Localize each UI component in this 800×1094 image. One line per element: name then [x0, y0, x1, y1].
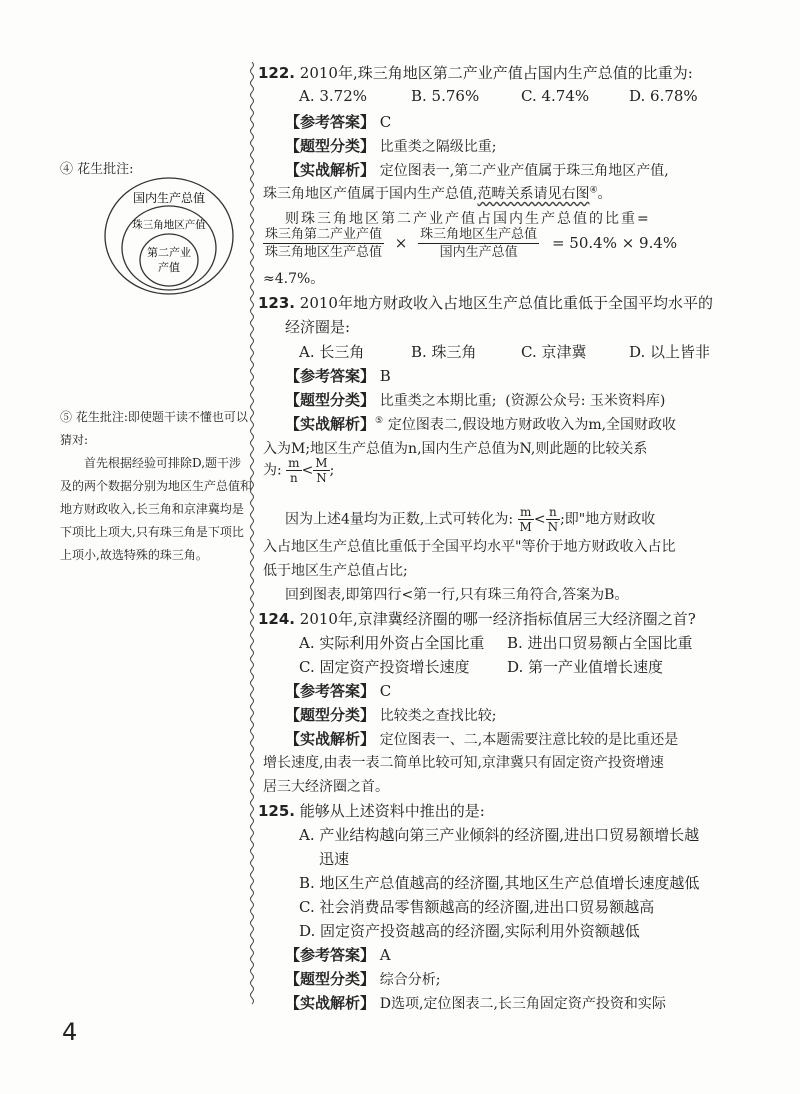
frac-N: N [547, 520, 559, 534]
q122-analysis-1 [285, 159, 669, 180]
q122-fraction-1 [263, 226, 384, 261]
q122-type [285, 135, 497, 156]
note-4-title: ④ 花生批注: [60, 162, 134, 177]
q124-stem [258, 608, 696, 629]
q124-analysis-1 [285, 728, 678, 749]
q124-type-value: 比较类之查找比较; [379, 708, 497, 724]
q122-option-d: D. 6.78% [629, 87, 698, 105]
q125-analysis-1 [285, 992, 666, 1013]
answer-label: 【参考答案】 [285, 367, 376, 385]
q122-fraction-2 [418, 226, 539, 261]
note-5 [60, 406, 252, 567]
q122-fraction-1-den: 珠三角地区生产总值 [265, 245, 383, 260]
q123-frac-m-M [518, 505, 534, 534]
q122-number: 122. [258, 64, 296, 82]
venn-outer-label: 国内生产总值 [132, 191, 206, 205]
less-than: < [301, 462, 314, 479]
q123-type [285, 389, 665, 410]
q122-analysis-text-2b: 范畴关系请见右图 [477, 186, 590, 202]
answer-label: 【参考答案】 [285, 946, 376, 964]
q123-analysis-text-1: 定位图表二,假设地方财政收入为m,全国财政收 [387, 417, 677, 433]
q125-number: 125. [258, 802, 296, 820]
q123-analysis-5: 入占地区生产总值比重低于全国平均水平"等价于地方财政收入占比 [263, 539, 676, 555]
page-number: 4 [62, 1018, 78, 1046]
note-5-body: 首先根据经验可排除D,题干涉及的两个数据分别为地区生产总值和地方财政收入,长三角和京津冀均是下项比上项大,只有珠三角是下项比上项小,故选特殊的珠三角。 [60, 456, 253, 562]
q124-analysis-text-1: 定位图表一、二,本题需要注意比较的是比重还是 [379, 732, 679, 748]
analysis-label: 【实战解析】 [285, 994, 376, 1012]
q125-option-a-1: A. 产业结构越向第三产业倾斜的经济圈,进出口贸易额增长越 [299, 826, 700, 844]
q123-option-c: C. 京津冀 [521, 343, 587, 361]
frac-m: m [518, 505, 534, 520]
q125-stem [258, 800, 485, 821]
semicolon: ; [329, 462, 335, 479]
q123-option-b: B. 珠三角 [411, 343, 477, 361]
q123-option-d: D. 以上皆非 [629, 343, 711, 361]
q122-fraction-2-num: 珠三角地区生产总值 [420, 227, 538, 242]
q122-fraction-2-den: 国内生产总值 [439, 245, 518, 260]
venn-middle-label: 珠三角地区产值 [132, 219, 206, 231]
venn-inner-circle [140, 234, 198, 286]
q123-analysis-6: 低于地区生产总值占比; [263, 563, 408, 579]
q123-analysis-text-3: 为: [263, 462, 282, 479]
frac-n: n [290, 471, 298, 485]
q125-option-c: C. 社会消费品零售额越高的经济圈,进出口贸易额越高 [299, 898, 655, 916]
q123-number: 123. [258, 294, 296, 312]
frac-M: M [519, 520, 532, 534]
q123-analysis-text-4b: ;即"地方财政收 [560, 511, 656, 528]
q125-option-b: B. 地区生产总值越高的经济圈,其地区生产总值增长速度越低 [299, 874, 700, 892]
q122-analysis-5: ≈4.7%。 [263, 271, 325, 287]
analysis-label: 【实战解析】 [285, 161, 376, 179]
q125-type-value: 综合分析; [379, 972, 441, 988]
q124-option-a: A. 实际利用外资占全国比重 [299, 634, 485, 652]
q123-analysis-2: 入为M;地区生产总值为n,国内生产总值为N,则此题的比较关系 [263, 441, 648, 457]
answer-label: 【参考答案】 [285, 113, 376, 131]
q122-stem [258, 62, 693, 83]
q122-analysis-2 [263, 183, 612, 203]
note-5-title: ⑤ 花生批注:即使题干读不懂也可以猜对: [60, 410, 248, 447]
q125-answer-value: A [379, 946, 391, 964]
q122-type-value: 比重类之隔级比重; [379, 139, 497, 155]
q125-option-d: D. 固定资产投资越高的经济圈,实际利用外资额越低 [299, 922, 640, 940]
frac-N: N [316, 471, 327, 485]
q123-stem-2: 经济圈是: [285, 318, 351, 336]
q124-option-c: C. 固定资产投资增长速度 [299, 658, 470, 676]
q124-option-d: D. 第一产业值增长速度 [507, 658, 664, 676]
q122-formula [263, 226, 677, 261]
q124-analysis-2: 增长速度,由表一表二简单比较可知,京津冀只有固定资产投资增速 [263, 755, 664, 771]
q125-analysis-text-1: D选项,定位图表二,长三角固定资产投资和实际 [379, 996, 666, 1012]
q125-stem-text: 能够从上述资料中推出的是: [299, 802, 485, 820]
q122-times: × [394, 233, 408, 252]
frac-n: n [546, 505, 561, 520]
q122-footnote-ref: ④ [589, 185, 598, 196]
q125-option-a-2: 迅速 [319, 850, 350, 868]
q123-frac-m-n [286, 456, 301, 485]
q124-type [285, 704, 497, 725]
frac-M: M [315, 456, 328, 470]
type-label: 【题型分类】 [285, 970, 376, 988]
analysis-label: 【实战解析】 [285, 415, 376, 433]
q123-type-value: 比重类之本期比重; [379, 393, 497, 409]
less-than: < [533, 511, 546, 528]
q125-answer [285, 944, 391, 965]
q123-analysis-1 [285, 413, 676, 434]
q123-analysis-3 [263, 456, 334, 485]
q122-answer [285, 111, 391, 132]
q124-analysis-3: 居三大经济圈之首。 [263, 779, 389, 795]
q122-analysis-text-2c: 。 [597, 186, 612, 202]
q124-answer [285, 680, 391, 701]
q123-answer [285, 365, 391, 386]
q122-option-b: B. 5.76% [411, 87, 480, 105]
q124-option-b: B. 进出口贸易额占全国比重 [507, 634, 693, 652]
q122-option-a: A. 3.72% [299, 87, 368, 105]
q123-frac-n-N [546, 505, 561, 534]
q125-type [285, 968, 441, 989]
venn-inner-label-1: 第二产业 [147, 246, 191, 259]
q123-frac-M-N [313, 456, 329, 485]
q123-analysis-4 [285, 505, 655, 534]
q123-answer-value: B [379, 367, 391, 385]
type-label: 【题型分类】 [285, 137, 376, 155]
q123-stem-1 [258, 292, 713, 313]
q122-fraction-1-num: 珠三角第二产业产值 [265, 227, 383, 242]
q124-answer-value: C [379, 682, 392, 700]
q123-footnote-ref: ⑤ [375, 416, 384, 426]
q123-watermark: (资源公众号: 玉米资料库) [505, 393, 666, 409]
type-label: 【题型分类】 [285, 391, 376, 409]
q122-stem-text: 2010年,珠三角地区第二产业产值占国内生产总值的比重为: [299, 64, 693, 82]
q123-stem-text-1: 2010年地方财政收入占地区生产总值比重低于全国平均水平的 [299, 294, 713, 312]
q122-analysis-3: 则珠三角地区第二产业产值占国内生产总值的比重= [285, 211, 651, 227]
venn-inner-label-2: 产值 [158, 261, 180, 274]
q122-analysis-text-2a: 珠三角地区产值属于国内生产总值, [263, 186, 478, 202]
q123-analysis-7: 回到图表,即第四行<第一行,只有珠三角符合,答案为B。 [285, 587, 629, 603]
q123-option-a: A. 长三角 [299, 343, 365, 361]
venn-diagram [103, 176, 235, 296]
q122-calc: = 50.4% × 9.4% [551, 233, 678, 252]
q124-stem-text: 2010年,京津冀经济圈的哪一经济指标值居三大经济圈之首? [299, 610, 696, 628]
answer-label: 【参考答案】 [285, 682, 376, 700]
wavy-divider [247, 62, 257, 1012]
q124-number: 124. [258, 610, 296, 628]
q123-analysis-text-4a: 因为上述4量均为正数,上式可转化为: [285, 511, 514, 528]
q122-answer-value: C [379, 113, 392, 131]
frac-m: m [288, 456, 300, 470]
type-label: 【题型分类】 [285, 706, 376, 724]
q122-analysis-text-1: 定位图表一,第二产业产值属于珠三角地区产值, [379, 163, 669, 179]
q122-option-c: C. 4.74% [521, 87, 590, 105]
analysis-label: 【实战解析】 [285, 730, 376, 748]
